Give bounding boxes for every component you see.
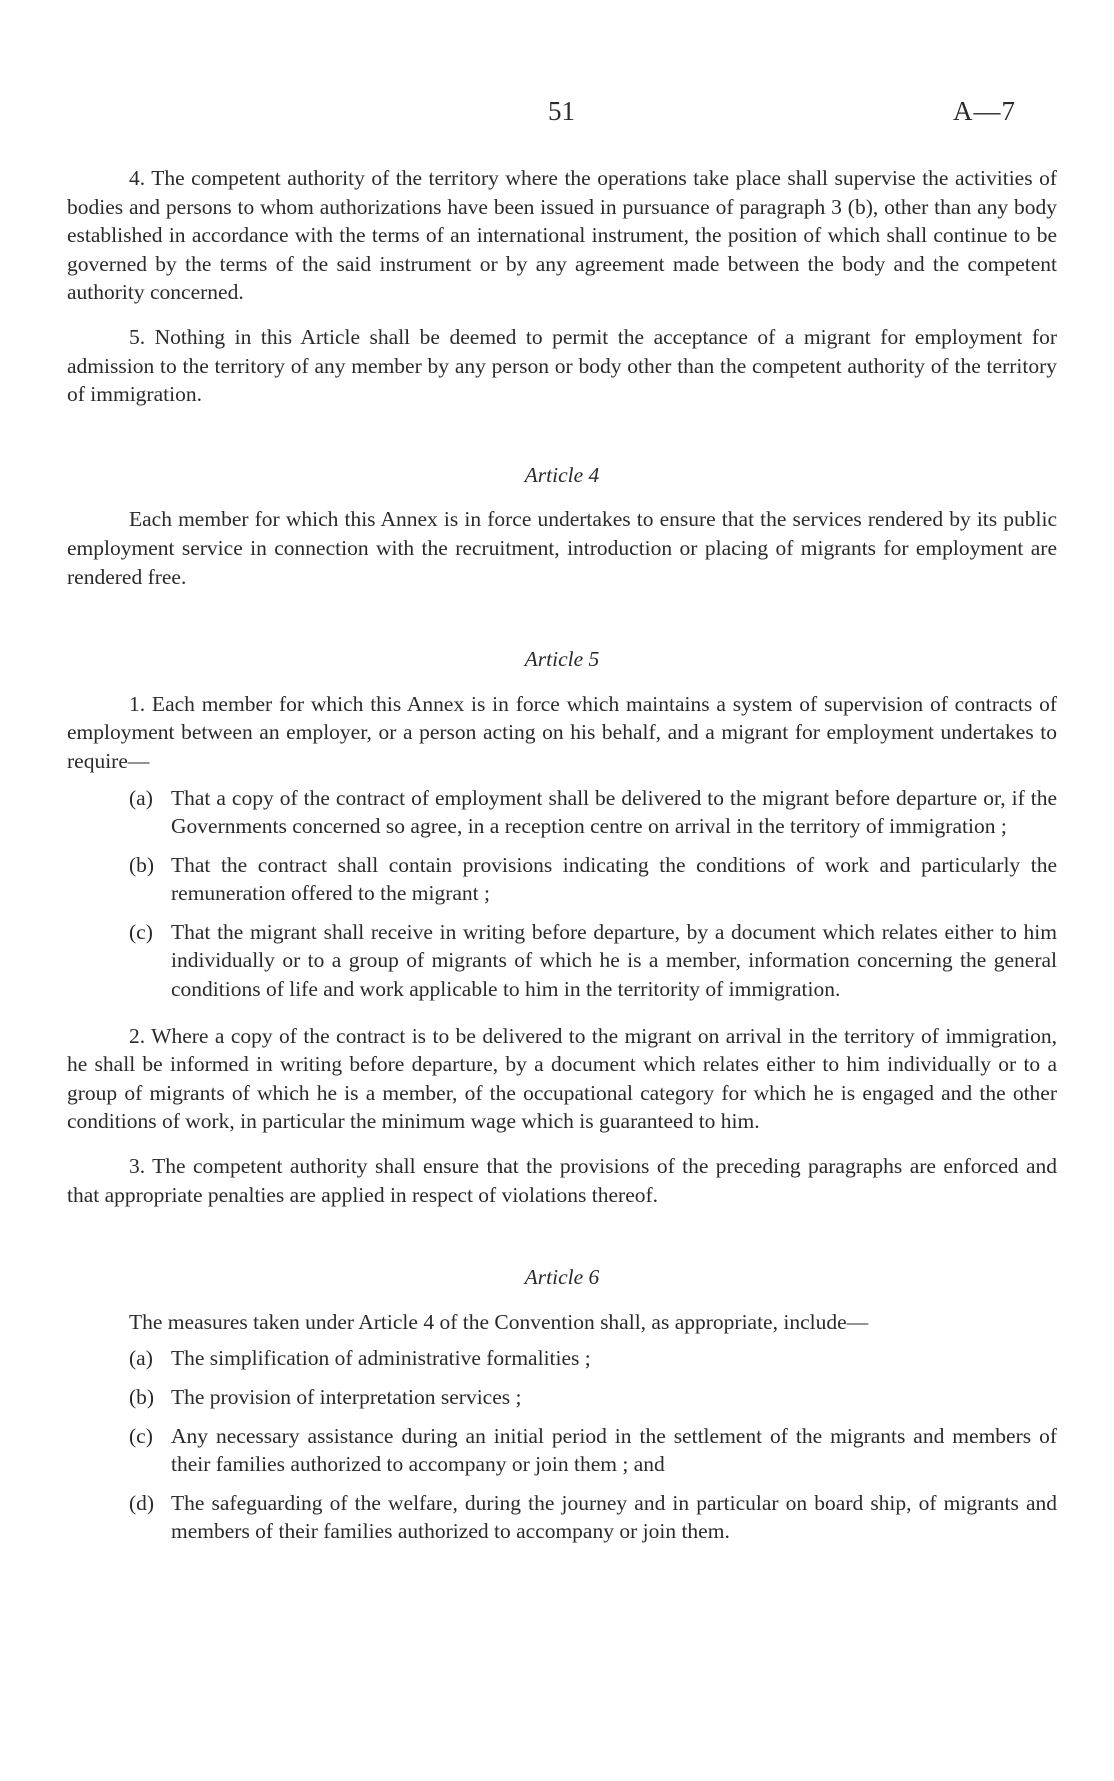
item-text: The provision of interpretation services ; bbox=[171, 1385, 522, 1409]
article-6-item bbox=[129, 1383, 1057, 1412]
page-number: 51 bbox=[548, 96, 575, 126]
article-5-item bbox=[129, 918, 1057, 1004]
item-label: (b) bbox=[129, 852, 155, 877]
article-5-heading: Article 5 bbox=[524, 647, 600, 672]
item-label: (a) bbox=[129, 785, 153, 810]
article-5-paragraph-1: 1. Each member for which this Annex is in force which maintains a system of supervision of contracts of employment between an employer, or a person acting on his behalf, and a migrant for employment undertakes to require— bbox=[67, 691, 1057, 773]
item-text: Any necessary assistance during an initial period in the settlement of the migrants and members of their families authorized to accompany or join them ; and bbox=[171, 1423, 1057, 1477]
article-5-item bbox=[129, 851, 1057, 908]
article-5-item bbox=[129, 784, 1057, 841]
article-6-heading: Article 6 bbox=[524, 1265, 600, 1290]
item-label: (c) bbox=[129, 919, 153, 944]
item-text: That the contract shall contain provisions indicating the conditions of work and particularly the remuneration offered to the migrant ; bbox=[171, 852, 1057, 906]
item-text: That the migrant shall receive in writing before departure, by a document which relates either to him individually or to a group of migrants of which he is a member, information concerning the general conditions of life and work applicable to him in the territority of immigration. bbox=[171, 919, 1057, 1002]
article-5-paragraph-2: 2. Where a copy of the contract is to be delivered to the migrant on arrival in the territory of immigration, he shall be informed in writing before departure, by a document which relates either to him individually or to a group of migrants of which he is a member, of the occupational category for which he is engaged and the other conditions of work, in particular the minimum wage which is guaranteed to him. bbox=[67, 1023, 1057, 1134]
paragraph-4: 4. The competent authority of the territory where the operations take place shall supervise the activities of bodies and persons to whom authorizations have been issued in pursuance of paragraph 3 (b), other than any body established in accordance with the terms of an international instrument, the position of which shall continue to be governed by the terms of the said instrument or by any agreement made between the body and the competent authority concerned. bbox=[67, 166, 1057, 305]
item-label: (b) bbox=[129, 1385, 155, 1409]
item-text: That a copy of the contract of employment shall be delivered to the migrant before departure or, if the Governments concerned so agree, in a reception centre on arrival in the territory of immigration ; bbox=[171, 785, 1057, 839]
article-6-intro: The measures taken under Article 4 of the Convention shall, as appropriate, include— bbox=[129, 1309, 869, 1334]
article-5-paragraph-3: 3. The competent authority shall ensure that the provisions of the preceding paragraphs are enforced and that appropriate penalties are applied in respect of violations thereof. bbox=[67, 1154, 1057, 1207]
article-4-text: Each member for which this Annex is in force undertakes to ensure that the services rendered by its public employment service in connection with the recruitment, introduction or placing of migrants for employment are rendered free. bbox=[67, 507, 1057, 589]
article-4-heading: Article 4 bbox=[524, 462, 600, 487]
paragraph-5: 5. Nothing in this Article shall be deemed to permit the acceptance of a migrant for employment for admission to the territory of any member by any person or body other than the competent authority of the territory of immigration. bbox=[67, 324, 1057, 407]
item-text: The simplification of administrative formalities ; bbox=[171, 1346, 591, 1371]
page-body bbox=[67, 164, 1057, 1556]
document-reference: A—7 bbox=[953, 96, 1016, 126]
article-6-item bbox=[129, 1422, 1057, 1479]
item-label: (c) bbox=[129, 1423, 153, 1448]
item-text: The safeguarding of the welfare, during the journey and in particular on board ship, of migrants and members of their families authorized to accompany or join them. bbox=[171, 1490, 1057, 1544]
item-label: (d) bbox=[129, 1490, 155, 1515]
article-6-item bbox=[129, 1344, 1057, 1373]
article-6-item bbox=[129, 1489, 1057, 1546]
item-label: (a) bbox=[129, 1346, 153, 1371]
